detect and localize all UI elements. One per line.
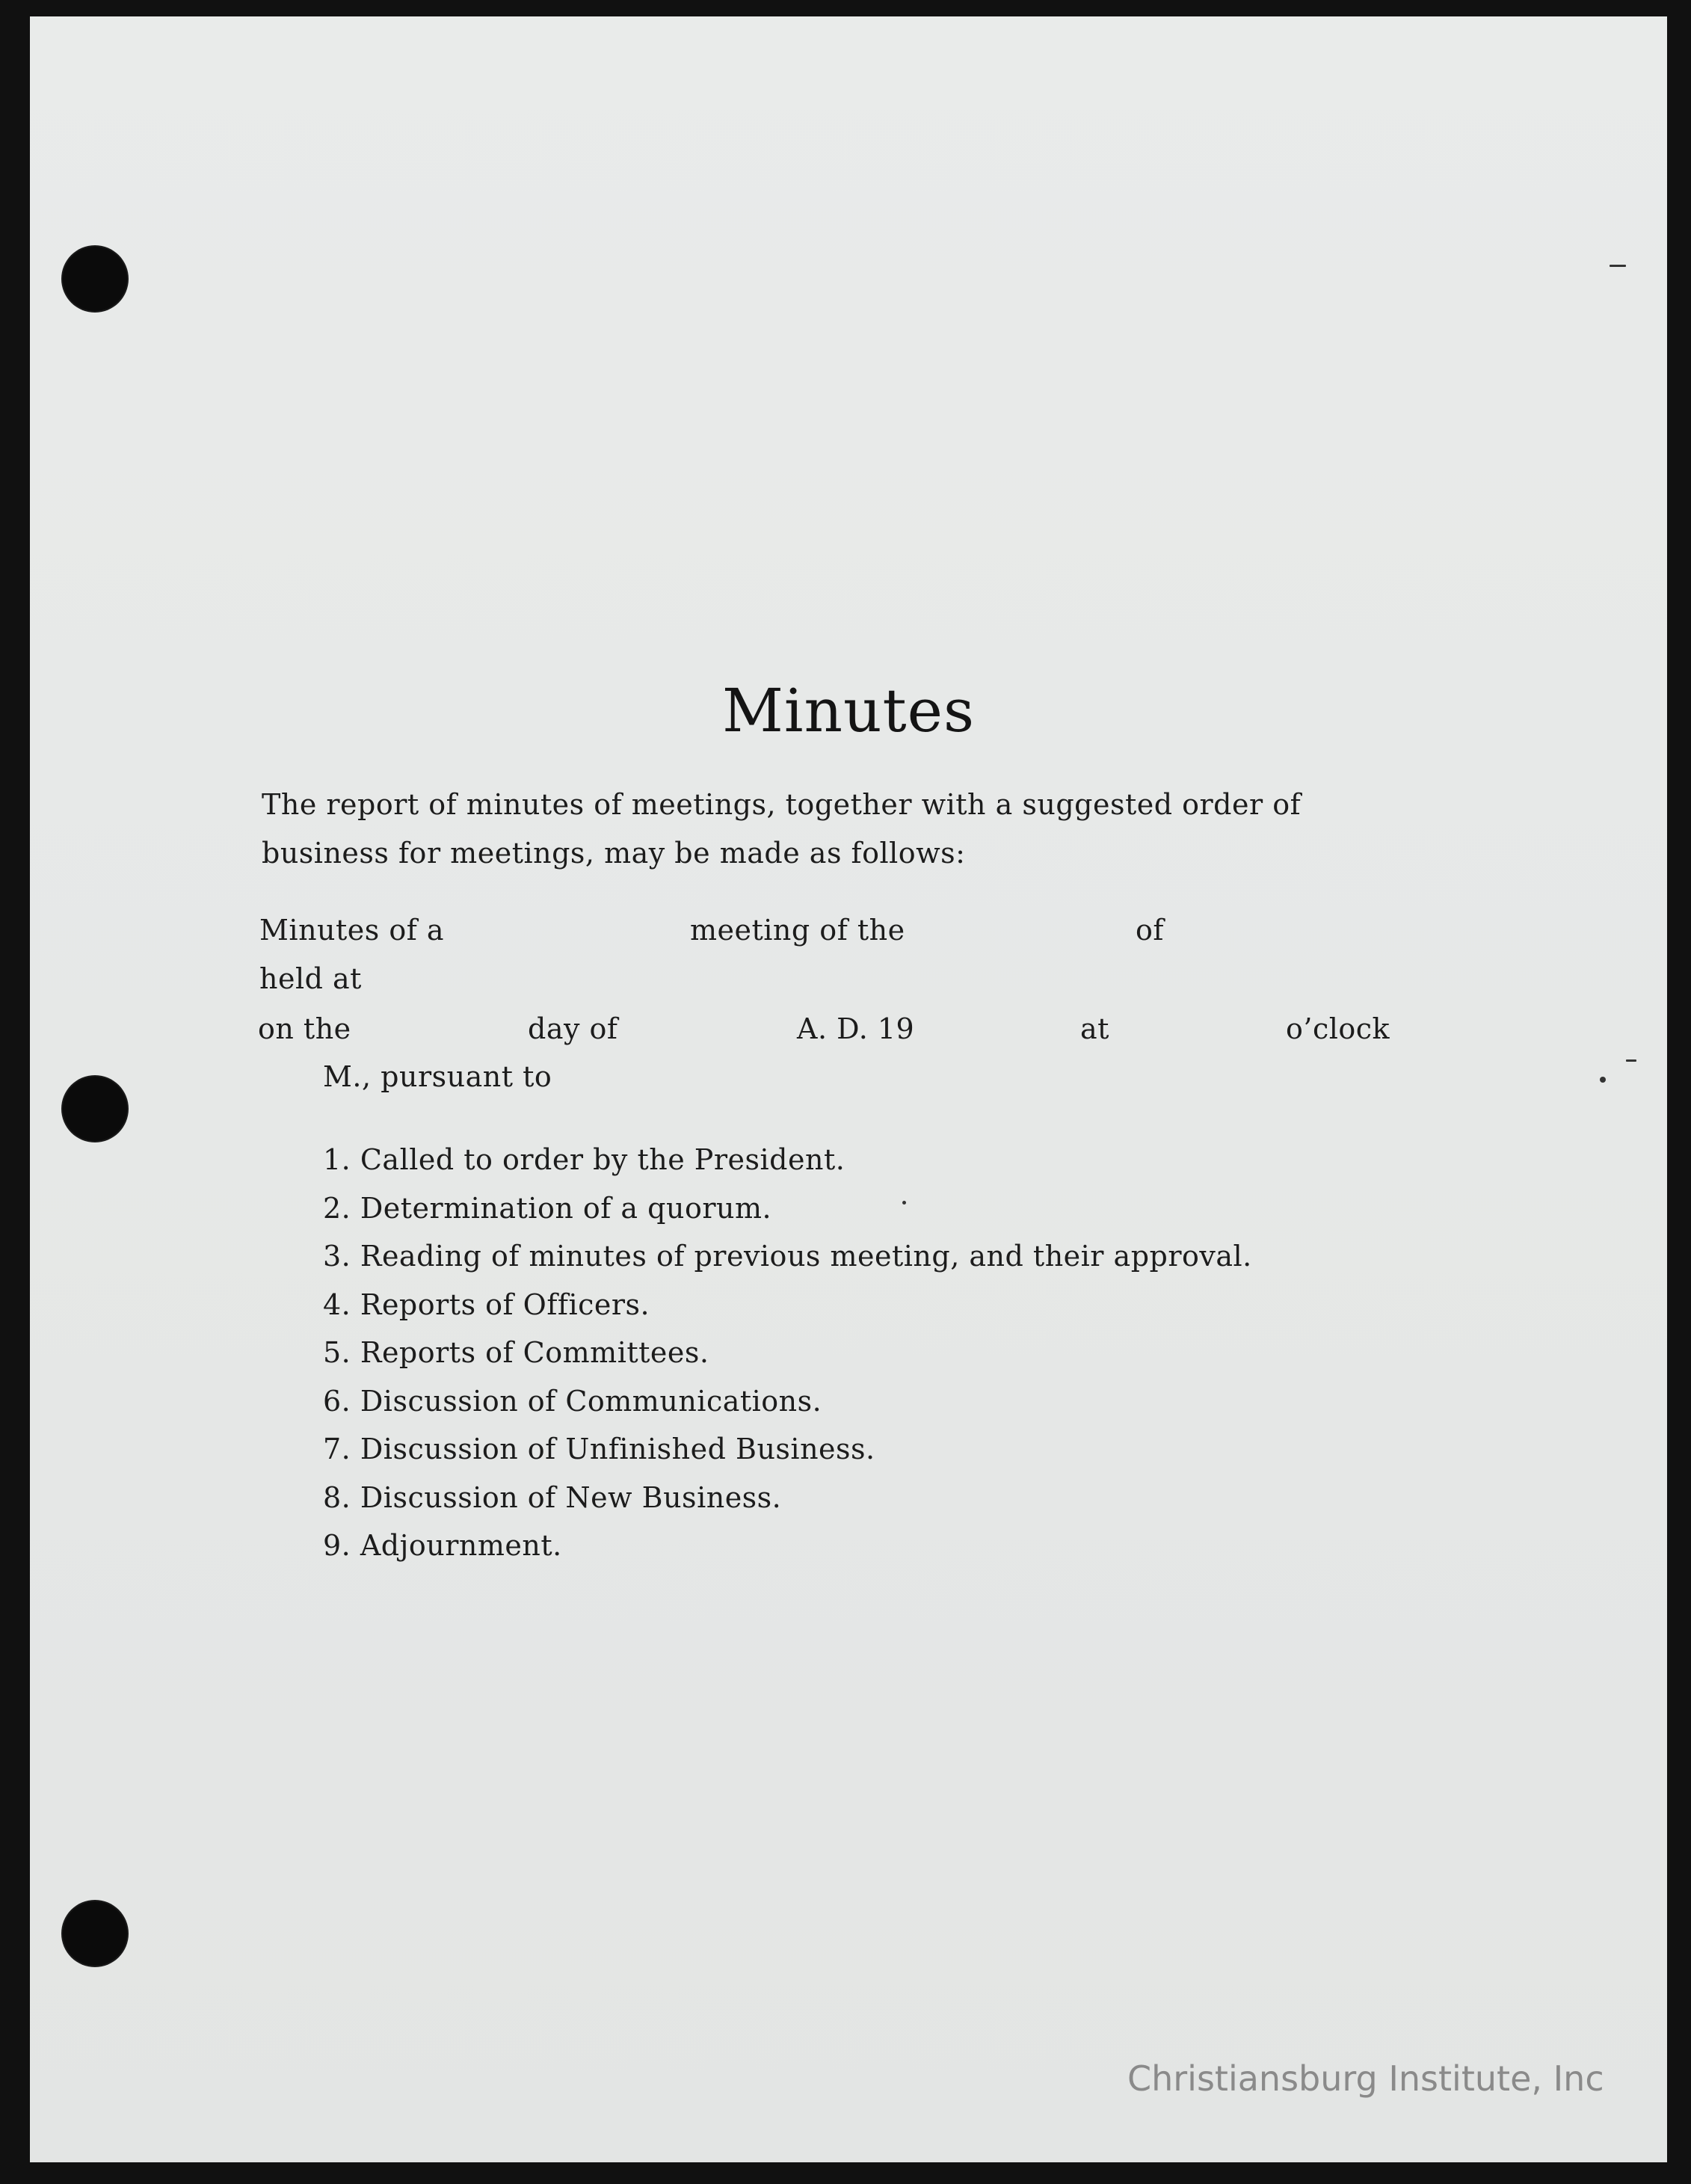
form-label-pursuant-to: M., pursuant to	[323, 1060, 552, 1093]
list-item: 1. Called to order by the President.	[323, 1143, 846, 1176]
list-item: 6. Discussion of Communications.	[323, 1384, 822, 1418]
binder-hole	[63, 1077, 127, 1141]
binder-hole	[63, 247, 127, 311]
paper-mark	[1610, 265, 1626, 267]
document-page	[30, 16, 1667, 2162]
list-item: 5. Reports of Committees.	[323, 1336, 709, 1369]
list-item: 8. Discussion of New Business.	[323, 1480, 782, 1514]
watermark: Christiansburg Institute, Inc	[1127, 2058, 1604, 2099]
form-label-ad-19: A. D. 19	[797, 1012, 915, 1045]
intro-paragraph: The report of minutes of meetings, together with a suggested order of business for meetings, may be made as follows:	[262, 788, 1302, 870]
list-item: 7. Discussion of Unfinished Business.	[323, 1433, 875, 1465]
paper-mark	[1600, 1077, 1606, 1083]
list-item: 2. Determination of a quorum.	[323, 1191, 772, 1225]
form-label-meeting-of-the: meeting of the	[690, 914, 905, 947]
form-label-minutes-of-a: Minutes of a	[259, 914, 445, 947]
page-title: Minutes	[721, 676, 976, 745]
form-label-day-of: day of	[528, 1012, 618, 1045]
form-label-at: at	[1080, 1012, 1109, 1045]
form-label-oclock: o’clock	[1286, 1012, 1390, 1045]
paper-mark	[1626, 1059, 1636, 1062]
list-item: 4. Reports of Officers.	[323, 1288, 650, 1321]
form-label-held-at: held at	[259, 962, 362, 995]
list-item: 3. Reading of minutes of previous meeting, and their approval.	[323, 1240, 1252, 1273]
list-item: 9. Adjournment.	[323, 1529, 562, 1562]
binder-hole	[63, 1901, 127, 1966]
form-label-of: of	[1136, 914, 1164, 947]
order-of-business-list	[323, 1136, 1252, 1570]
form-label-on-the: on the	[258, 1012, 351, 1045]
